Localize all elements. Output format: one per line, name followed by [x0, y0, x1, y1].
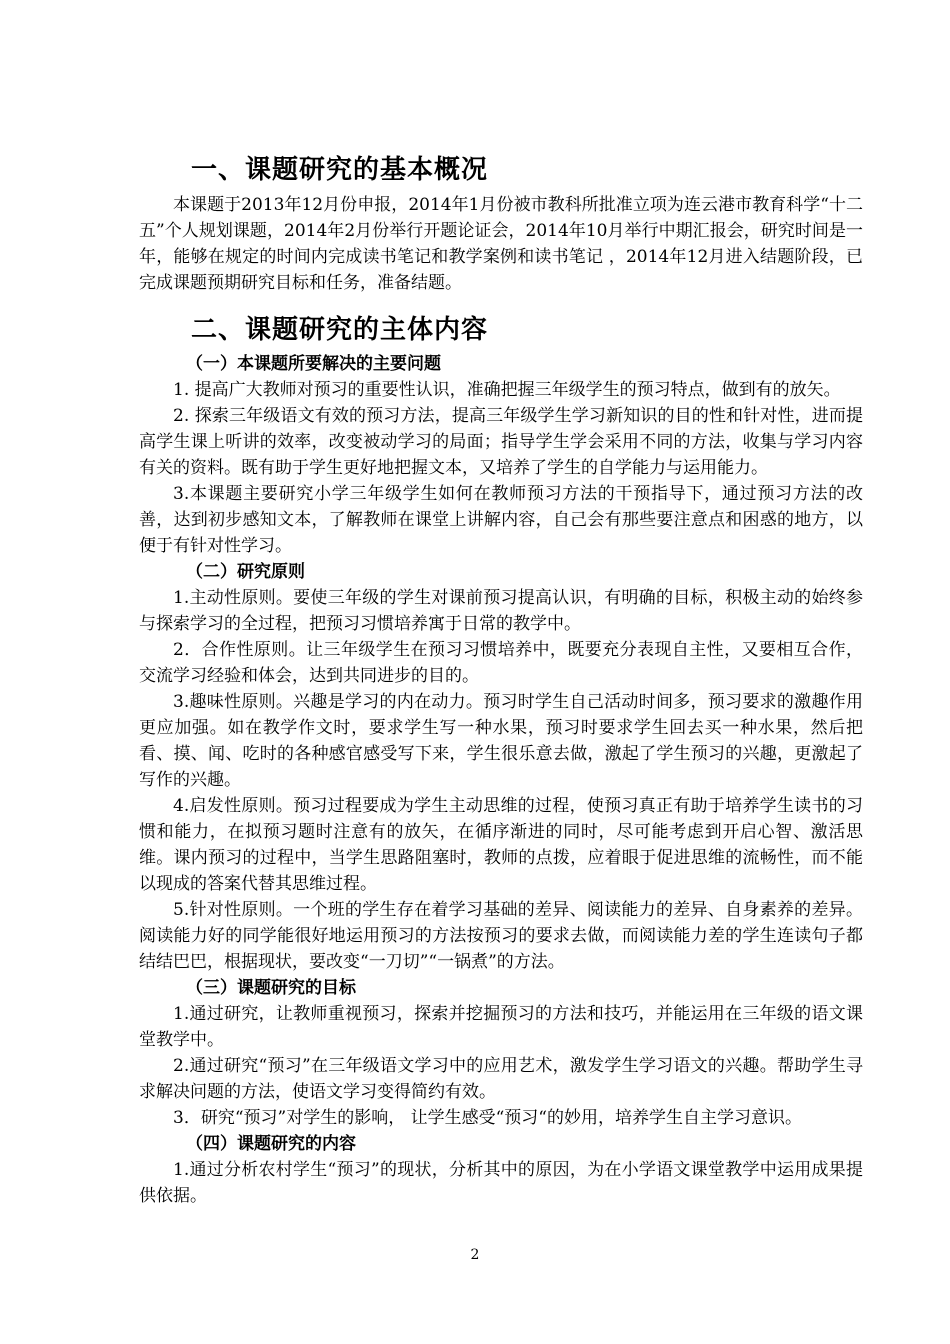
subsection-heading-3: （三）课题研究的目标: [186, 978, 356, 998]
paragraph: 2．合作性原则。让三年级学生在预习习惯培养中，既要充分表现自主性，又要相互合作，交流学习经验和体会，达到共同进步的目的。: [139, 640, 863, 686]
page-number: 2: [470, 1247, 480, 1263]
document-page: [139, 150, 863, 1209]
subsection-heading-1: （一）本课题所要解决的主要问题: [186, 354, 441, 374]
paragraph: 3.趣味性原则。兴趣是学习的内在动力。预习时学生自己活动时间多，预习要求的激趣作用更应加强。如在教学作文时，要求学生写一种水果，预习时要求学生回去买一种水果，然后把看、摸、闻、吃时的各种感官感受写下来，学生很乐意去做，激起了学生预习的兴趣，更激起了写作的兴趣。: [139, 692, 863, 790]
paragraph: 2.通过研究“预习”在三年级语文学习中的应用艺术，激发学生学习语文的兴趣。帮助学生寻求解决问题的方法，使语文学习变得简约有效。: [139, 1056, 863, 1102]
paragraph: 5.针对性原则。一个班的学生存在着学习基础的差异、阅读能力的差异、自身素养的差异。阅读能力好的同学能很好地运用预习的方法按预习的要求去做，而阅读能力差的学生连读句子都结结巴巴，根据现状，要改变“一刀切”“一锅煮”的方法。: [139, 900, 863, 972]
paragraph: 1.通过分析农村学生“预习”的现状，分析其中的原因，为在小学语文课堂教学中运用成果提供依据。: [139, 1160, 863, 1206]
subsection-heading-2: （二）研究原则: [186, 562, 305, 582]
paragraph: 1.通过研究，让教师重视预习，探索并挖掘预习的方法和技巧，并能运用在三年级的语文课堂教学中。: [139, 1004, 863, 1050]
paragraph: 1. 提高广大教师对预习的重要性认识，准确把握三年级学生的预习特点，做到有的放矢。: [173, 380, 841, 400]
paragraph: 3.本课题主要研究小学三年级学生如何在教师预习方法的干预指导下，通过预习方法的改善，达到初步感知文本，了解教师在课堂上讲解内容，自己会有那些要注意点和困惑的地方，以便于有针对性学习。: [139, 484, 863, 556]
paragraph: 2. 探索三年级语文有效的预习方法，提高三年级学生学习新知识的目的性和针对性，进而提高学生课上听讲的效率，改变被动学习的局面；指导学生学会采用不同的方法，收集与学习内容有关的资料。既有助于学生更好地把握文本，又培养了学生的自学能力与运用能力。: [139, 406, 863, 478]
paragraph: 本课题于2013年12月份申报，2014年1月份被市教科所批准立项为连云港市教育科学“十二五”个人规划课题，2014年2月份举行开题论证会，2014年10月举行中期汇报会，研究时间是一年，能够在规定的时间内完成读书笔记和教学案例和读书笔记 ，2014年12月进入结题阶段，已完成课题预期研究目标和任务，准备结题。: [139, 195, 863, 293]
subsection-heading-4: （四）课题研究的内容: [186, 1134, 356, 1154]
paragraph: 4.启发性原则。预习过程要成为学生主动思维的过程，使预习真正有助于培养学生读书的习惯和能力，在拟预习题时注意有的放矢，在循序渐进的同时，尽可能考虑到开启心智、激活思维。课内预习的过程中，当学生思路阻塞时，教师的点拨，应着眼于促进思维的流畅性，而不能以现成的答案代替其思维过程。: [139, 796, 863, 894]
section-heading-2: 二、课题研究的主体内容: [191, 315, 489, 345]
section-heading-1: 一、课题研究的基本概况: [191, 155, 489, 185]
paragraph: 1.主动性原则。要使三年级的学生对课前预习提高认识，有明确的目标，积极主动的始终参与探索学习的全过程，把预习习惯培养寓于日常的教学中。: [139, 588, 863, 634]
paragraph: 3．研究“预习”对学生的影响， 让学生感受“预习“的妙用，培养学生自主学习意识。: [173, 1108, 802, 1128]
